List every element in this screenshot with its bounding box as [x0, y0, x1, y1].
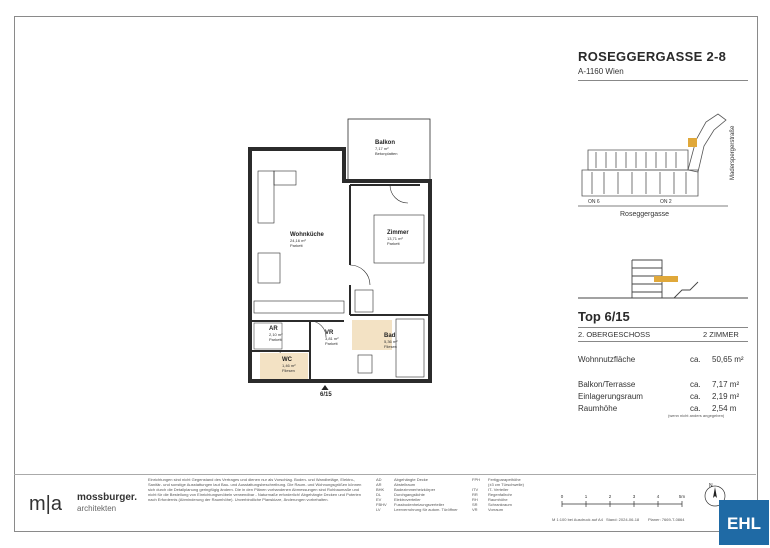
- date-note: Stand: 2024-06-18: [606, 517, 640, 522]
- legend-item: RH Raumhöhe: [472, 497, 508, 502]
- scale-tick: 0: [560, 494, 564, 499]
- project-address: A-1160 Wien: [578, 67, 624, 76]
- room-area: 3,81 m²: [325, 336, 339, 341]
- unit-floor: 2. OBERGESCHOSS: [578, 330, 651, 339]
- area-value-balcony: 7,17 m²: [712, 380, 740, 389]
- entrance-right-label: ON 2: [660, 199, 672, 205]
- disclaimer: Einrichtungen sind nicht Gegenstand des Vertrages und dienen nur als Vorschlag. Boden- und Wandbeläge, Elektro-, Sanitär- und sonstige Ausstattungen laut Bau- und Ausstattungsbeschreibung. Die Raum- und Wohnungsgrößen können sich durch die Detailplanung geringfügig ändern. Die in den Plänen vorhandenen Abmessungen sind Rohbaumaße und nicht für die Bestellung von Einrichtungsmöbeln verwendbar - Naturmaße erforderlich! Abgehängte Decken und Poterien nach Erfordernis (Abminderung der Raumhöhe). Unverbindliche Planskizze, Änderungen vorbehalten.: [148, 477, 362, 502]
- architect-brand: mossburger.: [77, 492, 138, 503]
- room-floor: Fliesen: [384, 344, 397, 349]
- area-ca-storage: ca.: [690, 392, 701, 401]
- room-floor: Parkett: [325, 341, 338, 346]
- legend-item: RR Regenfallrohr: [472, 492, 513, 497]
- room-wc: [282, 357, 296, 373]
- street-side-label: Maderspergerstraße: [730, 125, 736, 180]
- room-name: VR: [325, 330, 334, 336]
- unit-title: Top 6/15: [578, 309, 630, 324]
- legend-item: EV Elektroverteiler: [376, 497, 421, 502]
- area-ca-balcony: ca.: [690, 380, 701, 389]
- entrance-left-label: ON 6: [588, 199, 600, 205]
- scale-tick: 1: [584, 494, 588, 499]
- legend-item: DL Durchgangslichte: [376, 492, 425, 497]
- room-balkon: [375, 140, 397, 156]
- room-area: 1,46 m²: [282, 363, 296, 368]
- divider: [578, 327, 748, 328]
- room-zimmer: [387, 230, 409, 246]
- area-value-storage: 2,19 m²: [712, 392, 740, 401]
- room-floor: Fliesen: [282, 368, 295, 373]
- legend-item: FPH Fertigparapethöhe: [472, 477, 521, 482]
- area-label-height: Raumhöhe: [578, 404, 618, 413]
- ehl-logo: EHL: [719, 500, 769, 545]
- site-plan: [578, 110, 748, 220]
- unit-rooms: 2 ZIMMER: [703, 330, 739, 339]
- area-ca-height: ca.: [690, 404, 701, 413]
- area-ca-living: ca.: [690, 355, 701, 364]
- scale-tick: 2: [608, 494, 612, 499]
- area-label-storage: Einlagerungsraum: [578, 392, 643, 401]
- room-name: AR: [269, 326, 278, 332]
- divider: [578, 80, 748, 81]
- room-area: 7,17 m²: [375, 146, 389, 151]
- legend-item: ITV IT- Verteiler: [472, 487, 509, 492]
- room-floor: Parkett: [290, 243, 303, 248]
- room-area: 13,71 m²: [387, 236, 403, 241]
- room-area: 24,16 m²: [290, 238, 306, 243]
- room-floor: Parkett: [269, 337, 282, 342]
- area-label-balcony: Balkon/Terrasse: [578, 380, 636, 389]
- room-vr: [325, 330, 339, 346]
- scale-bar: [552, 490, 692, 512]
- legend-item: LV Leerverrohrung für autom. Türöffner: [376, 507, 458, 512]
- legend-item: BHK Badezimmerheizkörper: [376, 487, 436, 492]
- legend-item: AR Abstellraum: [376, 482, 416, 487]
- room-name: Zimmer: [387, 230, 409, 236]
- divider: [578, 341, 748, 342]
- legend-left: [376, 477, 466, 512]
- legend-item: (±3 cm Türschwelle): [488, 482, 524, 487]
- room-name: Bad: [384, 333, 396, 339]
- room-name: Balkon: [375, 140, 396, 146]
- door-label: 6/15: [320, 392, 332, 398]
- room-area: 5,36 m²: [384, 339, 398, 344]
- room-name: WC: [282, 357, 292, 363]
- street-bottom-label: Roseggergasse: [620, 211, 670, 218]
- legend-item: FBHV Fussbodenheizungsverteiler: [376, 502, 445, 507]
- legend-item: VR Vorraum: [472, 507, 504, 512]
- area-value-living: 50,65 m²: [712, 355, 744, 364]
- legend-item: AD Abgehängte Decke: [376, 477, 429, 482]
- legend-item: SR Schrankraum: [472, 502, 512, 507]
- room-bad: [384, 333, 398, 349]
- scale-tick: 5m: [678, 494, 686, 499]
- north-label: N: [709, 483, 713, 489]
- room-name: Wohnküche: [290, 232, 324, 238]
- floor-plan: [240, 115, 440, 390]
- area-value-height: 2,54 m: [712, 404, 737, 413]
- room-floor: Parkett: [387, 241, 400, 246]
- footer-divider: [14, 474, 756, 475]
- scale-tick: 3: [632, 494, 636, 499]
- project-title: ROSEGGERGASSE 2-8: [578, 49, 727, 64]
- scale-tick: 4: [656, 494, 660, 499]
- architect-logo: m|a: [29, 493, 62, 515]
- legend-right: [472, 477, 547, 512]
- height-note: (wenn nicht anders angegeben): [668, 413, 725, 418]
- area-label-living: Wohnnutzfläche: [578, 355, 636, 364]
- room-area: 2,10 m²: [269, 332, 283, 337]
- scale-note: M 1:100 bei Ausdruck auf A4: [552, 517, 603, 522]
- section-view: [578, 240, 748, 305]
- architect-subtitle: architekten: [77, 504, 117, 513]
- plan-number: Planer: 7669-T-0864: [648, 517, 685, 522]
- room-wohnkueche: [290, 232, 324, 248]
- room-ar: [269, 326, 283, 342]
- room-floor: Betonplatten: [375, 151, 398, 156]
